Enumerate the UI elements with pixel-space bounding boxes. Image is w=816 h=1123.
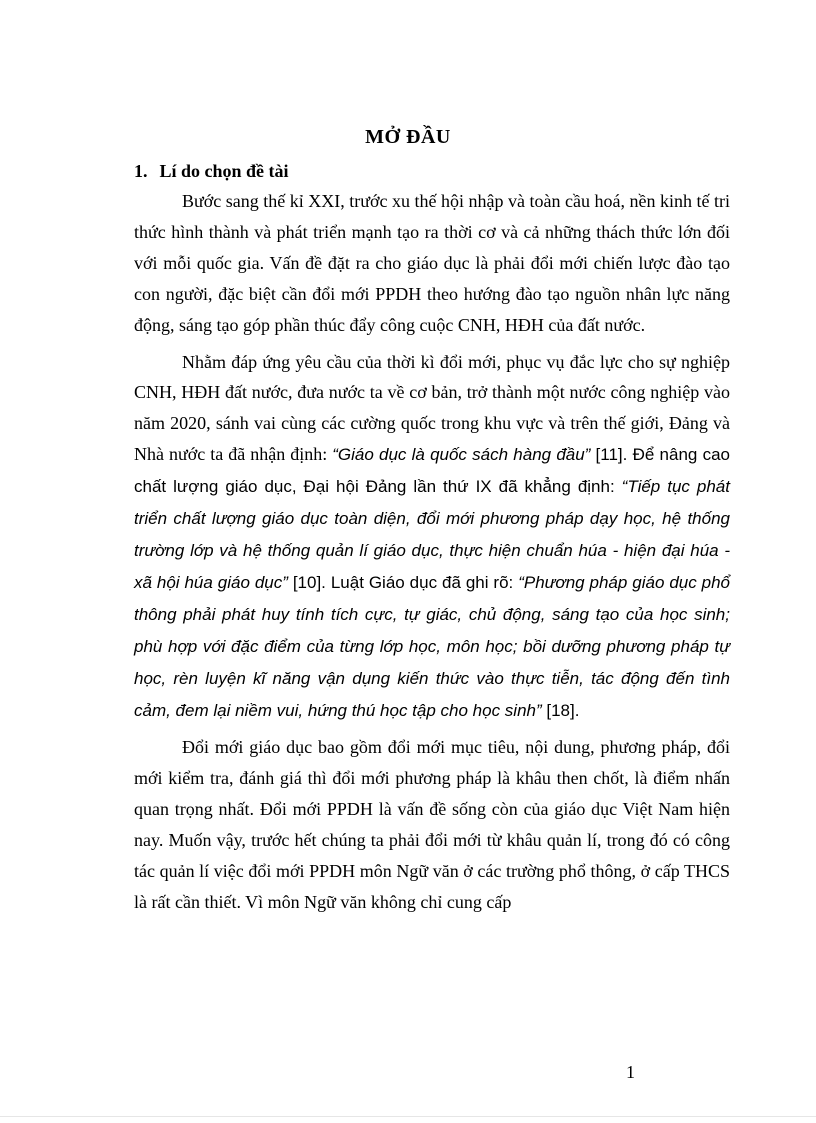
page-bottom-divider xyxy=(0,1116,816,1117)
quote-education-policy: “Giáo dục là quốc sách hàng đầu” xyxy=(332,445,591,465)
paragraph-2-text-c: [10]. Luật Giáo dục đã ghi rõ: xyxy=(287,572,519,592)
paragraph-2-text-b: [11]. Để nâng cao chất lượng giáo dục, Đại hội Đảng lần thứ IX đã khẳng định: xyxy=(134,445,730,497)
body-text xyxy=(134,186,730,918)
section-heading xyxy=(134,161,289,182)
section-heading-text: Lí do chọn đề tài xyxy=(159,161,289,181)
paragraph-1: Bước sang thế kỉ XXI, trước xu thế hội nhập và toàn cầu hoá, nền kinh tế tri thức hình thành và phát triển mạnh tạo ra thời cơ và cả những thách thức lớn đối với mỗi quốc gia. Vấn đề đặt ra cho giáo dục là phải đổi mới chiến lược đào tạo con người, đặc biệt cần đổi mới PPDH theo hướng đào tạo nguồn nhân lực năng động, sáng tạo góp phần thúc đẩy công cuộc CNH, HĐH của đất nước. xyxy=(134,191,730,335)
paragraph-2-text-d: [18]. xyxy=(541,700,580,720)
paragraph-2 xyxy=(134,347,730,727)
paragraph-2-text-a: Nhằm đáp ứng yêu cầu của thời kì đổi mới, phục vụ đắc lực cho sự nghiệp CNH, HĐH đất nước, đưa nước ta về cơ bản, trở thành một nước công nghiệp vào năm 2020, sánh vai cùng các cường quốc trong khu vực và trên thế giới, Đảng và Nhà nước ta đã nhận định: xyxy=(134,351,730,465)
page-title: MỞ ĐẦU xyxy=(365,126,451,148)
quote-party-congress: “Tiếp tục phát triển chất lượng giáo dục toàn diện, đổi mới phương pháp dạy học, hệ thống trường lớp và hệ thống quản lí giáo dục, thực hiện chuẩn húa - hiện đại húa - xã hội húa giáo dục” xyxy=(134,477,730,592)
quote-education-law: “Phương pháp giáo dục phổ thông phải phát huy tính tích cực, tự giác, chủ động, sáng tạo của học sinh; phù hợp với đặc điểm của từng lớp học, môn học; bồi dưỡng phương pháp tự học, rèn luyện kĩ năng vận dụng kiến thức vào thực tiễn, tác động đến tình cảm, đem lại niềm vui, hứng thú học tập cho học sinh” xyxy=(134,572,731,720)
paragraph-3: Đổi mới giáo dục bao gồm đổi mới mục tiêu, nội dung, phương pháp, đổi mới kiểm tra, đánh giá thì đổi mới phương pháp là khâu then chốt, là điểm nhấn quan trọng nhất. Đổi mới PPDH là vấn đề sống còn của giáo dục Việt Nam hiện nay. Muốn vậy, trước hết chúng ta phải đổi mới từ khâu quản lí, trong đó có công tác quản lí việc đổi mới PPDH môn Ngữ văn ở các trường phổ thông, ở cấp THCS là rất cần thiết. Vì môn Ngữ văn không chỉ cung cấp xyxy=(134,737,730,912)
section-number: 1. xyxy=(134,161,148,181)
page-number: 1 xyxy=(626,1062,635,1082)
